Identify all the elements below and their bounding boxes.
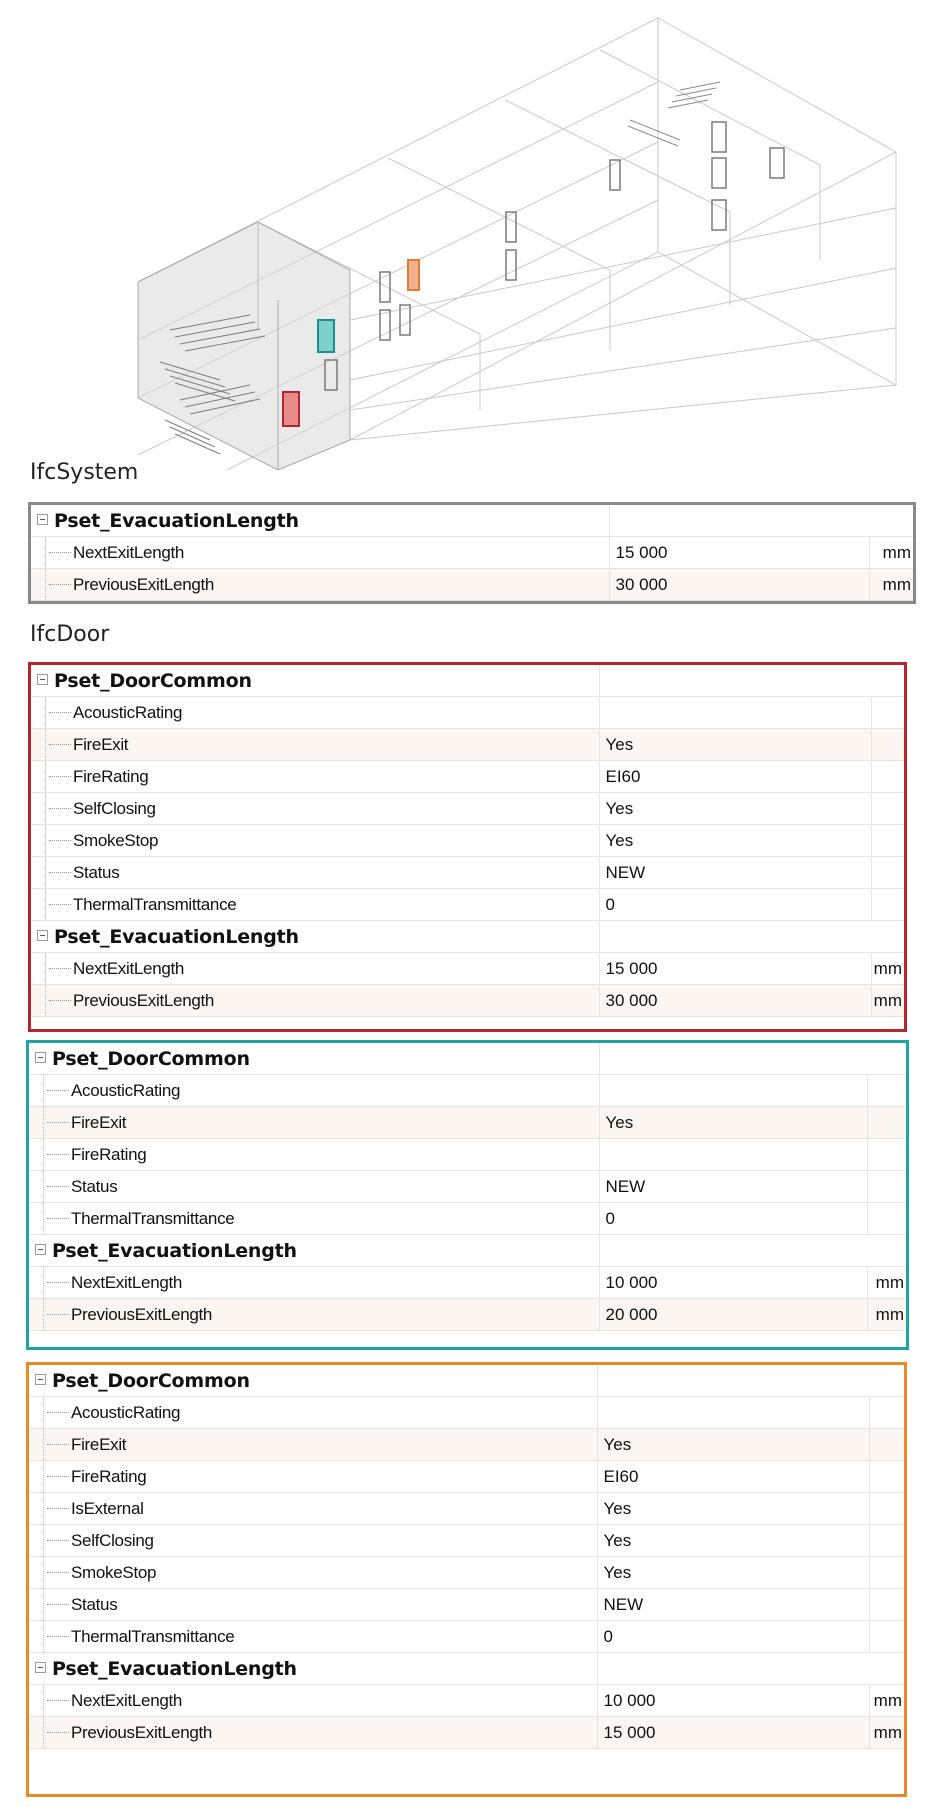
collapse-toggle-icon[interactable]: [35, 1244, 46, 1255]
property-value[interactable]: Yes: [597, 1557, 869, 1589]
property-unit: mm: [867, 1267, 906, 1299]
property-set-row[interactable]: [29, 1365, 904, 1397]
property-row[interactable]: [29, 1429, 904, 1461]
property-row[interactable]: [29, 1589, 904, 1621]
building-3d-model-view[interactable]: [0, 0, 934, 470]
property-value[interactable]: 0: [599, 1203, 867, 1235]
property-name: FireRating: [29, 1461, 597, 1493]
property-row[interactable]: [29, 1493, 904, 1525]
property-set-unit-cell: [869, 1365, 904, 1397]
property-row[interactable]: [31, 729, 904, 761]
upper-stair: [628, 82, 720, 146]
property-unit: mm: [869, 537, 913, 569]
collapse-toggle-icon[interactable]: [37, 674, 48, 685]
property-name: PreviousExitLength: [29, 1299, 599, 1331]
property-row[interactable]: [29, 1621, 904, 1653]
collapse-toggle-icon[interactable]: [35, 1662, 46, 1673]
property-value[interactable]: Yes: [597, 1429, 869, 1461]
property-value[interactable]: Yes: [599, 825, 871, 857]
property-name: NextExitLength: [31, 953, 599, 985]
property-set-value-cell: [597, 1365, 869, 1397]
property-name: PreviousExitLength: [29, 1717, 597, 1749]
property-unit: mm: [871, 985, 904, 1017]
property-row[interactable]: [29, 1557, 904, 1589]
property-set-unit-cell: [871, 665, 904, 697]
property-row[interactable]: [31, 569, 913, 601]
property-unit: [869, 1525, 904, 1557]
property-unit: mm: [871, 953, 904, 985]
property-set-unit-cell: [871, 921, 904, 953]
property-name: NextExitLength: [31, 537, 609, 569]
property-row[interactable]: [29, 1717, 904, 1749]
property-unit: mm: [869, 1717, 904, 1749]
property-row[interactable]: [29, 1397, 904, 1429]
property-row[interactable]: [29, 1267, 906, 1299]
property-value[interactable]: 30 000: [609, 569, 869, 601]
property-set-unit-cell: [869, 505, 913, 537]
property-set-name: Pset_DoorCommon: [52, 1369, 250, 1392]
door-teal-highlight[interactable]: [318, 320, 334, 352]
property-value[interactable]: 20 000: [599, 1299, 867, 1331]
property-unit: [867, 1139, 906, 1171]
property-set-value-cell: [599, 665, 871, 697]
collapse-toggle-icon[interactable]: [35, 1374, 46, 1385]
property-value[interactable]: NEW: [599, 857, 871, 889]
property-name: SelfClosing: [31, 793, 599, 825]
property-row[interactable]: [31, 537, 913, 569]
property-set-header[interactable]: [29, 1653, 597, 1685]
property-value[interactable]: Yes: [599, 1107, 867, 1139]
door-orange-highlight[interactable]: [408, 260, 419, 290]
property-name: SmokeStop: [31, 825, 599, 857]
property-name: FireExit: [29, 1107, 599, 1139]
property-row[interactable]: [31, 953, 904, 985]
property-unit: [867, 1075, 906, 1107]
property-unit: [871, 761, 904, 793]
ifc-system-label: IfcSystem: [30, 460, 139, 485]
property-set-name: Pset_DoorCommon: [54, 669, 252, 692]
property-value[interactable]: Yes: [599, 793, 871, 825]
property-name: SmokeStop: [29, 1557, 597, 1589]
property-value[interactable]: 0: [599, 889, 871, 921]
property-set-name: Pset_EvacuationLength: [52, 1239, 297, 1262]
property-unit: [869, 1589, 904, 1621]
property-set-value-cell: [597, 1653, 869, 1685]
property-name: NextExitLength: [29, 1267, 599, 1299]
property-value[interactable]: Yes: [597, 1525, 869, 1557]
property-value[interactable]: 10 000: [597, 1685, 869, 1717]
property-name: ThermalTransmittance: [31, 889, 599, 921]
property-name: AcousticRating: [29, 1397, 597, 1429]
property-set-row[interactable]: [31, 665, 904, 697]
collapse-toggle-icon[interactable]: [37, 930, 48, 941]
property-unit: mm: [869, 1685, 904, 1717]
property-name: FireRating: [31, 761, 599, 793]
property-name: AcousticRating: [29, 1075, 599, 1107]
property-set-name: Pset_EvacuationLength: [54, 509, 299, 532]
property-name: Status: [31, 857, 599, 889]
property-value[interactable]: [597, 1397, 869, 1429]
property-set-name: Pset_EvacuationLength: [52, 1657, 297, 1680]
property-unit: [869, 1397, 904, 1429]
property-unit: [869, 1557, 904, 1589]
property-value[interactable]: NEW: [597, 1589, 869, 1621]
property-unit: [869, 1621, 904, 1653]
property-set-value-cell: [599, 1043, 867, 1075]
property-unit: [871, 889, 904, 921]
property-value[interactable]: [599, 697, 871, 729]
property-unit: [869, 1429, 904, 1461]
property-row[interactable]: [31, 857, 904, 889]
property-row[interactable]: [31, 697, 904, 729]
property-name: ThermalTransmittance: [29, 1621, 597, 1653]
property-row[interactable]: [29, 1203, 906, 1235]
property-value[interactable]: EI60: [597, 1461, 869, 1493]
property-unit: [869, 1493, 904, 1525]
property-name: PreviousExitLength: [31, 985, 599, 1017]
property-grid: [29, 1043, 906, 1331]
property-value[interactable]: 10 000: [599, 1267, 867, 1299]
property-row[interactable]: [31, 761, 904, 793]
ifc-door-orange-property-panel: [26, 1362, 907, 1797]
property-unit: [867, 1107, 906, 1139]
property-unit: [871, 697, 904, 729]
property-set-unit-cell: [869, 1653, 904, 1685]
property-row[interactable]: [31, 889, 904, 921]
property-row[interactable]: [29, 1299, 906, 1331]
property-unit: [867, 1203, 906, 1235]
property-set-header[interactable]: [29, 1043, 599, 1075]
property-set-name: Pset_DoorCommon: [52, 1047, 250, 1070]
property-set-row[interactable]: [31, 921, 904, 953]
property-unit: [867, 1171, 906, 1203]
property-set-header[interactable]: [29, 1235, 599, 1267]
property-set-row[interactable]: [29, 1043, 906, 1075]
property-grid: [29, 1365, 904, 1749]
property-row[interactable]: [31, 825, 904, 857]
property-row[interactable]: [31, 793, 904, 825]
property-unit: [871, 793, 904, 825]
property-set-header[interactable]: [31, 921, 599, 953]
property-unit: mm: [867, 1299, 906, 1331]
property-set-value-cell: [599, 921, 871, 953]
collapse-toggle-icon[interactable]: [37, 514, 48, 525]
property-unit: mm: [869, 569, 913, 601]
property-set-value-cell: [599, 1235, 867, 1267]
property-unit: [871, 825, 904, 857]
property-set-name: Pset_EvacuationLength: [54, 925, 299, 948]
property-value[interactable]: 15 000: [597, 1717, 869, 1749]
property-set-header[interactable]: [29, 1365, 597, 1397]
property-set-header[interactable]: [31, 505, 609, 537]
property-value[interactable]: NEW: [599, 1171, 867, 1203]
ifc-system-property-panel: [28, 502, 916, 604]
property-unit: [871, 857, 904, 889]
property-row[interactable]: [31, 985, 904, 1017]
property-value[interactable]: [599, 1075, 867, 1107]
property-set-row[interactable]: [29, 1235, 906, 1267]
property-unit: [869, 1461, 904, 1493]
property-set-header[interactable]: [31, 665, 599, 697]
property-name: FireExit: [29, 1429, 597, 1461]
property-name: PreviousExitLength: [31, 569, 609, 601]
property-set-unit-cell: [867, 1235, 906, 1267]
property-name: FireRating: [29, 1139, 599, 1171]
property-row[interactable]: [29, 1107, 906, 1139]
property-row[interactable]: [29, 1171, 906, 1203]
property-set-row[interactable]: [29, 1653, 904, 1685]
property-row[interactable]: [29, 1685, 904, 1717]
collapse-toggle-icon[interactable]: [35, 1052, 46, 1063]
property-row[interactable]: [29, 1075, 906, 1107]
property-value[interactable]: 30 000: [599, 985, 871, 1017]
property-name: NextExitLength: [29, 1685, 597, 1717]
door-icons: [325, 122, 784, 390]
property-set-value-cell: [609, 505, 869, 537]
property-row[interactable]: [29, 1461, 904, 1493]
property-set-row[interactable]: [31, 505, 913, 537]
property-value[interactable]: EI60: [599, 761, 871, 793]
ifc-door-red-property-panel: [28, 662, 907, 1032]
property-name: Status: [29, 1589, 597, 1621]
property-name: IsExternal: [29, 1493, 597, 1525]
property-row[interactable]: [29, 1525, 904, 1557]
property-value[interactable]: 15 000: [609, 537, 869, 569]
property-unit: [871, 729, 904, 761]
property-set-unit-cell: [867, 1043, 906, 1075]
property-grid: [31, 665, 904, 1017]
property-name: FireExit: [31, 729, 599, 761]
ifc-door-teal-property-panel: [26, 1040, 909, 1350]
ifc-door-label: IfcDoor: [30, 622, 110, 647]
property-value[interactable]: Yes: [597, 1493, 869, 1525]
property-name: ThermalTransmittance: [29, 1203, 599, 1235]
property-value[interactable]: 15 000: [599, 953, 871, 985]
property-name: Status: [29, 1171, 599, 1203]
property-value[interactable]: [599, 1139, 867, 1171]
property-name: AcousticRating: [31, 697, 599, 729]
property-row[interactable]: [29, 1139, 906, 1171]
property-value[interactable]: Yes: [599, 729, 871, 761]
property-value[interactable]: 0: [597, 1621, 869, 1653]
door-red-highlight[interactable]: [283, 392, 299, 426]
property-grid: [31, 505, 913, 601]
property-name: SelfClosing: [29, 1525, 597, 1557]
